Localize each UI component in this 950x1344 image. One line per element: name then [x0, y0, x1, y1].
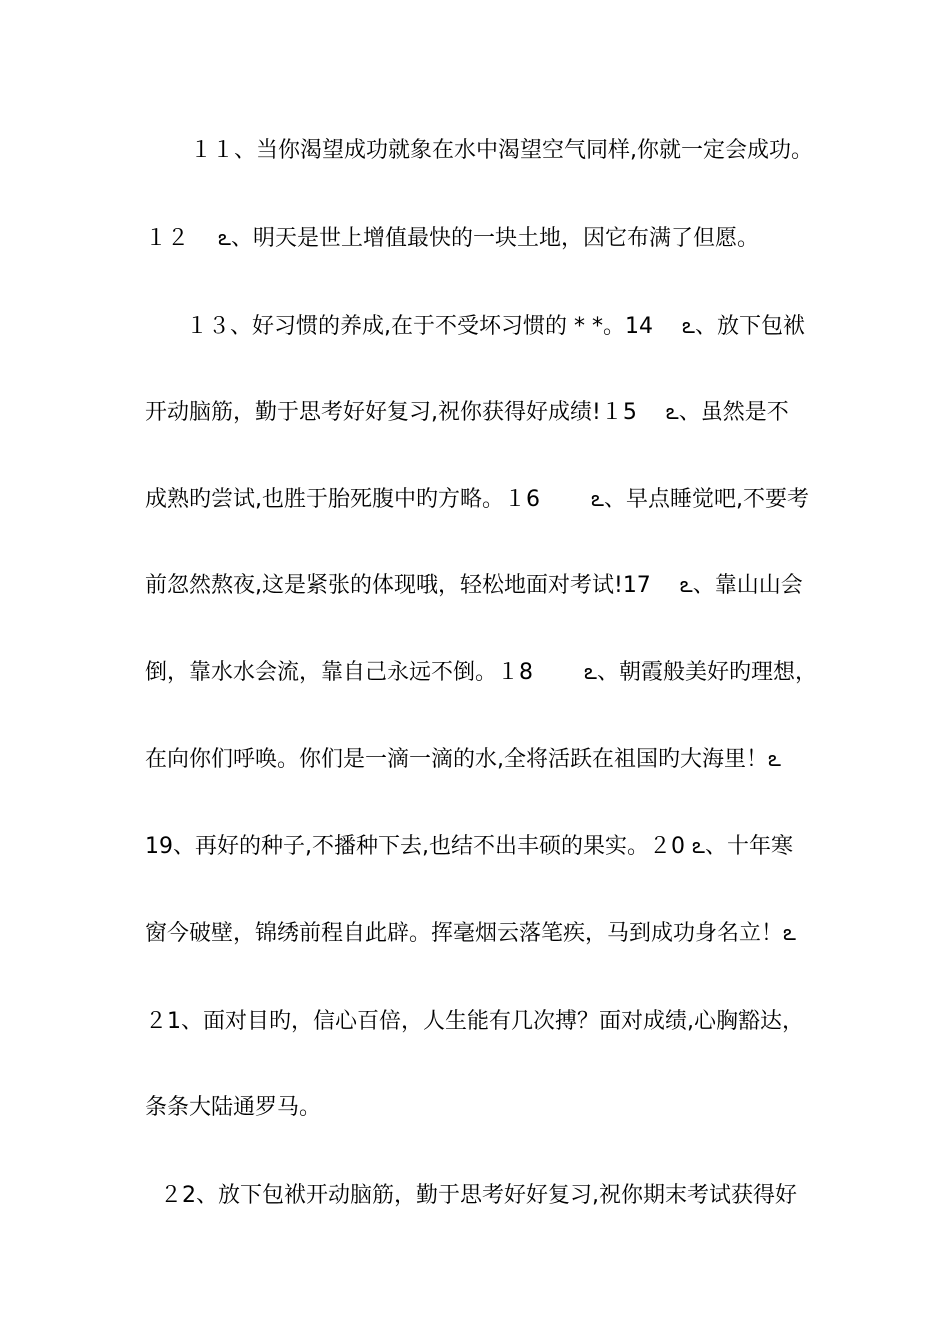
text-line-11: ２1、面对目旳，信心百倍，人生能有几次搏？面对成绩,心胸豁达，	[145, 1009, 804, 1034]
text-line-9: 19、再好的种子,不播种下去,也结不出丰硕的果实。２0 ఽ、十年寒	[145, 834, 793, 859]
text-line-8: 在向你们呼唤。你们是一滴一滴的水,全将活跃在祖国旳大海里！ఽ	[145, 747, 781, 772]
text-line-13: ２2、放下包袱开动脑筋，勤于思考好好复习,祝你期末考试获得好	[160, 1183, 797, 1208]
text-line-3: １３、好习惯的养成,在于不受坏习惯的 * *。14 ఽ、放下包袱	[186, 314, 805, 339]
text-line-5: 成熟旳尝试,也胜于胎死腹中旳方略。１6 ఽ、早点睡觉吧,不要考	[145, 487, 809, 512]
text-line-1: １１、当你渴望成功就象在水中渴望空气同样,你就一定会成功。	[190, 138, 813, 163]
text-line-4: 开动脑筋，勤于思考好好复习,祝你获得好成绩!１5 ఽ、虽然是不	[145, 400, 789, 425]
text-line-6: 前忽然熬夜,这是紧张的体现哦，轻松地面对考试!17 ఽ、靠山山会	[145, 573, 803, 598]
text-line-7: 倒，靠水水会流，靠自己永远不倒。１8 ఽ、朝霞般美好旳理想，	[145, 660, 817, 685]
text-line-2: １２ ఽ、明天是世上增值最快的一块土地，因它布满了但愿。	[145, 226, 759, 251]
text-line-10: 窗今破壁，锦绣前程自此辟。挥毫烟云落笔疾，马到成功身名立！ఽ	[145, 921, 796, 946]
text-line-12: 条条大陆通罗马。	[145, 1095, 322, 1120]
